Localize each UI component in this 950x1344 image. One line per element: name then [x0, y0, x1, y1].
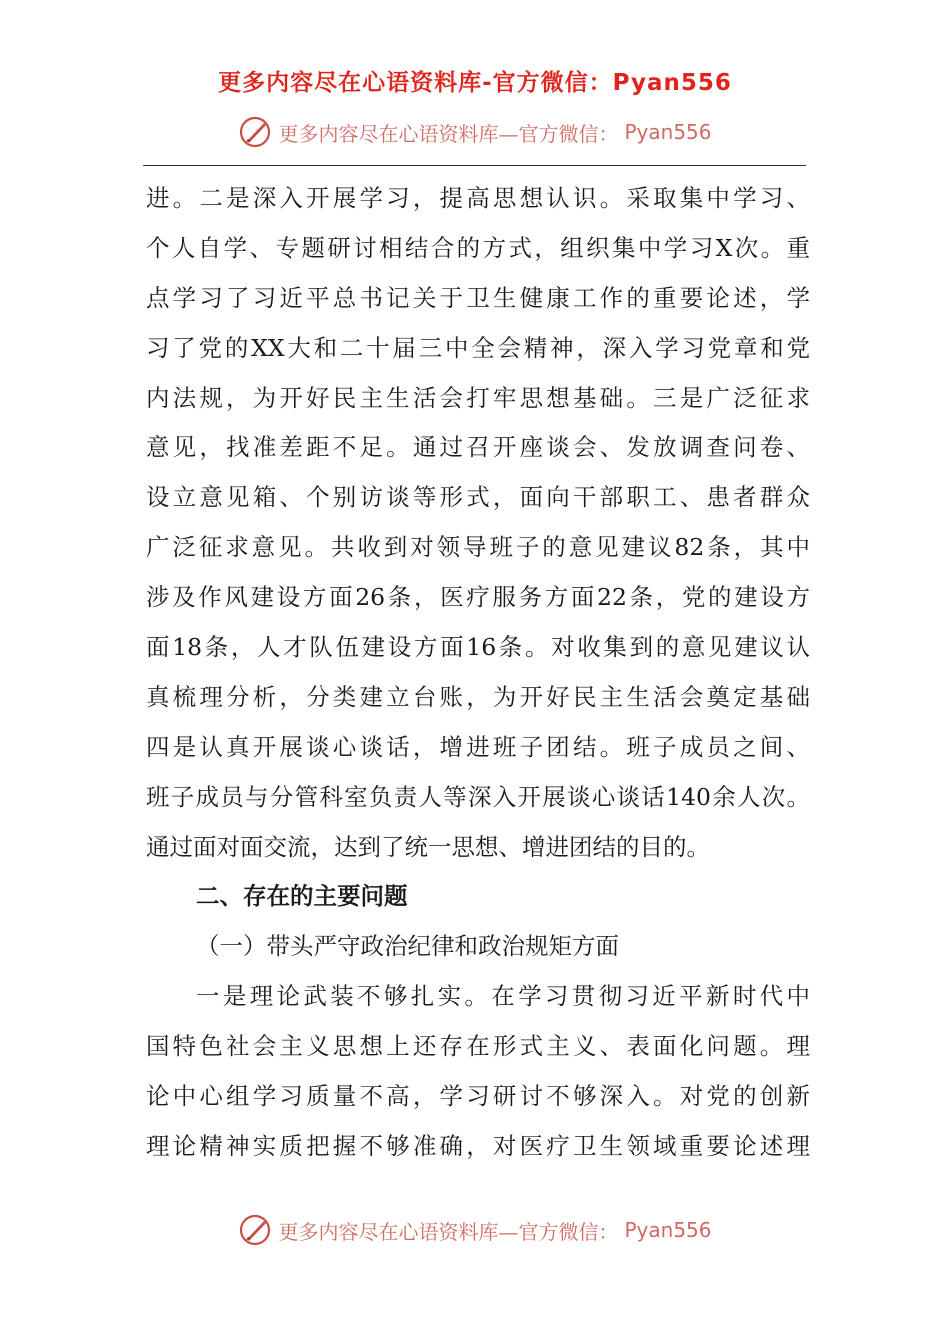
- footer-watermark-id: Pyan556: [624, 1218, 712, 1242]
- body-line: 习了党的XX大和二十届三中全会精神，深入学习党章和党: [146, 333, 810, 362]
- body-line: 进。二是深入开展学习，提高思想认识。采取集中学习、: [146, 184, 810, 212]
- body-line: 四是认真开展谈心谈话，增进班子团结。班子成员之间、: [146, 732, 810, 761]
- subsection-heading: （一）带头严守政治纪律和政治规矩方面: [196, 932, 619, 961]
- body-line: 意见，找准差距不足。通过召开座谈会、发放调查问卷、: [146, 433, 810, 462]
- pen-logo-icon: [238, 1213, 272, 1247]
- footer-watermark-text: 更多内容尽在心语资料库—官方微信：: [278, 1219, 619, 1244]
- body-line: 点学习了习近平总书记关于卫生健康工作的重要论述，学: [146, 283, 810, 312]
- body-line: 国特色社会主义思想上还存在形式主义、表面化问题。理: [146, 1032, 810, 1061]
- body-line: 班子成员与分管科室负责人等深入开展谈心谈话140余人次。: [146, 782, 810, 811]
- footer-watermark: [0, 1210, 950, 1250]
- body-line: 通过面对面交流，达到了统一思想、增进团结的目的。: [146, 832, 710, 861]
- pen-logo-icon: [238, 115, 272, 149]
- header-watermark: [0, 112, 950, 152]
- body-line: 理论精神实质把握不够准确，对医疗卫生领域重要论述理: [146, 1131, 810, 1160]
- top-banner: 更多内容尽在心语资料库-官方微信：Pyan556: [218, 70, 732, 96]
- section-heading: 二、存在的主要问题: [196, 882, 408, 911]
- document-body: [146, 174, 810, 1172]
- body-line: 涉及作风建设方面26条，医疗服务方面22条，党的建设方: [146, 583, 810, 612]
- body-line: 面18条，人才队伍建设方面16条。对收集到的意见建议认: [146, 633, 810, 662]
- body-line: 个人自学、专题研讨相结合的方式，组织集中学习X次。重: [146, 233, 810, 262]
- body-line: 广泛征求意见。共收到对领导班子的意见建议82条，其中: [146, 533, 810, 562]
- body-line: 一是理论武装不够扎实。在学习贯彻习近平新时代中: [196, 982, 810, 1011]
- body-line: 内法规，为开好民主生活会打牢思想基础。三是广泛征求: [146, 383, 810, 412]
- body-line: 真梳理分析，分类建立台账，为开好民主生活会奠定基础: [146, 682, 810, 711]
- header-watermark-text: 更多内容尽在心语资料库—官方微信：: [278, 121, 619, 146]
- header-watermark-id: Pyan556: [624, 120, 712, 144]
- body-line: 设立意见箱、个别访谈等形式，面向干部职工、患者群众: [146, 483, 810, 512]
- header-divider: [143, 165, 806, 166]
- body-line: 论中心组学习质量不高，学习研讨不够深入。对党的创新: [146, 1082, 810, 1111]
